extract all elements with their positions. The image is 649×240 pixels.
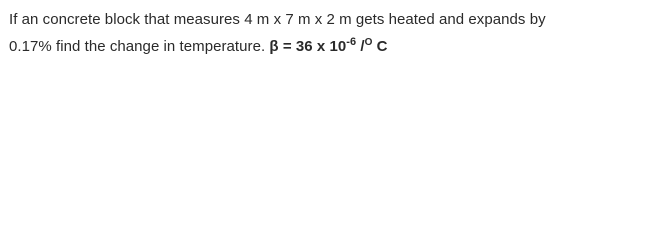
beta-exponent: -6 [346,36,357,48]
question-line-1: If an concrete block that measures 4 m x 7 m x 2 m gets heated and expands by [9,11,546,28]
beta-label: β = 36 x 10 [269,38,347,55]
unit-slash: / [356,38,365,55]
question-line-2 [9,33,641,60]
beta-coefficient [269,38,387,55]
question-line-2-text: 0.17% find the change in temperature. [9,38,270,55]
unit-degree: O [364,37,373,48]
question-text [9,6,641,60]
unit-celsius: C [372,38,388,55]
